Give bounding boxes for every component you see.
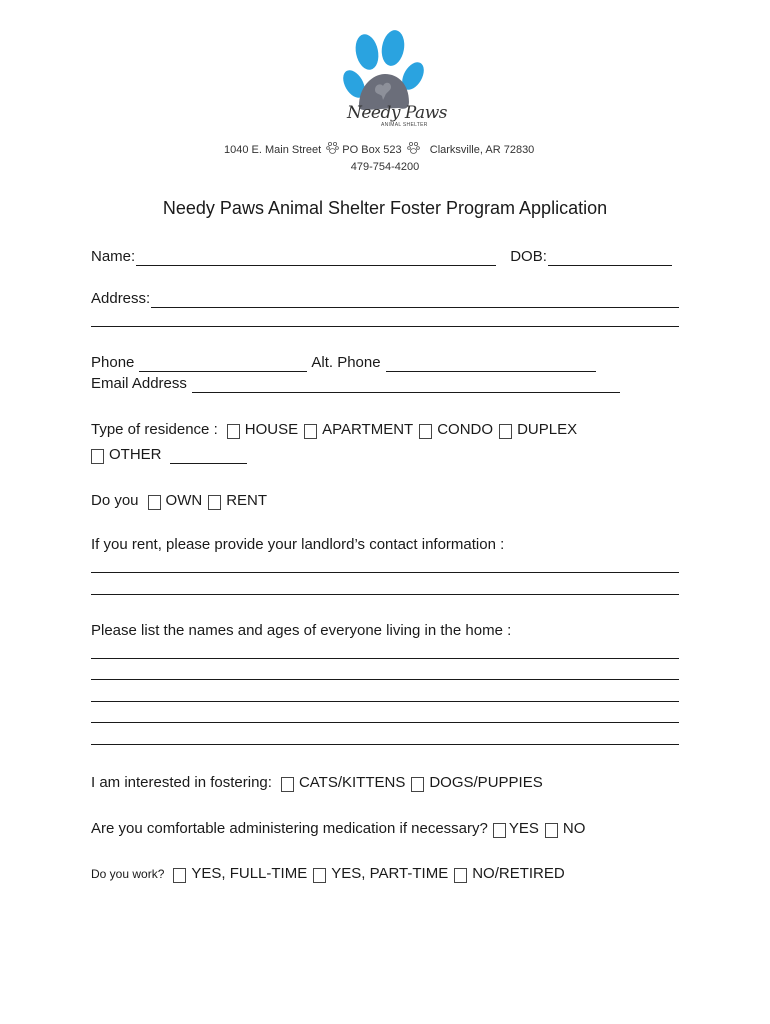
fostering-cats-label: CATS/KITTENS [298,774,406,791]
ownership-row [91,492,267,510]
address-row [91,290,679,308]
ownership-label: Do you [91,492,139,509]
residence-duplex-label: DUPLEX [517,421,578,438]
phone-number: 479-754-4200 [350,161,420,173]
household-line-4[interactable] [91,722,679,723]
name-field[interactable] [136,251,496,266]
medication-yes-checkbox[interactable] [493,823,506,838]
work-fulltime-checkbox[interactable] [173,868,186,883]
residence-house-label: HOUSE [244,421,299,438]
work-row [91,865,565,883]
phone-field[interactable] [139,357,307,372]
medication-row [91,820,585,838]
address-city: Clarksville, AR 72830 [429,144,535,156]
landlord-line-1[interactable] [91,572,679,573]
work-parttime-label: YES, PART-TIME [331,865,449,882]
work-fulltime-label: YES, FULL-TIME [191,865,308,882]
fostering-dogs-checkbox[interactable] [411,777,424,792]
shelter-logo [335,28,445,138]
residence-other-label: OTHER [109,446,162,463]
ownership-own-checkbox[interactable] [148,495,161,510]
medication-no-checkbox[interactable] [545,823,558,838]
paw-icon [407,141,421,155]
household-line-5[interactable] [91,744,679,745]
page-title: Needy Paws Animal Shelter Foster Program Application [162,198,608,218]
fostering-dogs-label: DOGS/PUPPIES [429,774,543,791]
phone-label: Phone [91,354,135,371]
alt-phone-field[interactable] [386,357,596,372]
household-prompt: Please list the names and ages of everyone living in the home : [91,622,512,639]
fostering-cats-checkbox[interactable] [281,777,294,792]
residence-apartment-label: APARTMENT [322,421,414,438]
household-line-1[interactable] [91,658,679,659]
residence-other-checkbox[interactable] [91,449,104,464]
medication-yes-label: YES [508,820,539,837]
address-street: 1040 E. Main Street [224,144,322,156]
fostering-row [91,774,543,792]
residence-other-field[interactable] [170,449,247,464]
residence-condo-checkbox[interactable] [419,424,432,439]
household-line-3[interactable] [91,701,679,702]
residence-house-checkbox[interactable] [227,424,240,439]
address-line [224,141,534,157]
email-label: Email Address [91,375,187,392]
residence-label: Type of residence : [91,421,218,438]
work-retired-checkbox[interactable] [454,868,467,883]
logo-text: Needy Paws [347,103,447,123]
residence-duplex-checkbox[interactable] [499,424,512,439]
ownership-rent-label: RENT [226,492,268,509]
residence-other-row [91,446,247,464]
address-label: Address: [91,290,151,307]
ownership-rent-checkbox[interactable] [208,495,221,510]
medication-label: Are you comfortable administering medication if necessary? [91,820,488,837]
dob-label: DOB: [510,248,547,265]
work-retired-label: NO/RETIRED [472,865,565,882]
landlord-line-2[interactable] [91,594,679,595]
email-row [91,375,620,393]
email-field[interactable] [192,378,620,393]
logo-subtext: ANIMAL SHELTER [381,122,428,128]
dob-field[interactable] [548,251,672,266]
phone-row [91,354,596,372]
address-field-line-2[interactable] [91,326,679,327]
name-label: Name: [91,248,136,265]
work-parttime-checkbox[interactable] [313,868,326,883]
paw-icon [326,141,340,155]
household-line-2[interactable] [91,679,679,680]
landlord-prompt: If you rent, please provide your landlord’s contact information : [91,536,505,553]
address-field[interactable] [151,293,679,308]
residence-condo-label: CONDO [437,421,494,438]
residence-apartment-checkbox[interactable] [304,424,317,439]
work-label: Do you work? [91,867,165,881]
fostering-label: I am interested in fostering: [91,774,272,791]
name-dob-row [91,248,672,266]
ownership-own-label: OWN [165,492,203,509]
alt-phone-label: Alt. Phone [311,354,381,371]
address-po: PO Box 523 [342,144,402,156]
medication-no-label: NO [562,820,586,837]
residence-row [91,421,577,439]
